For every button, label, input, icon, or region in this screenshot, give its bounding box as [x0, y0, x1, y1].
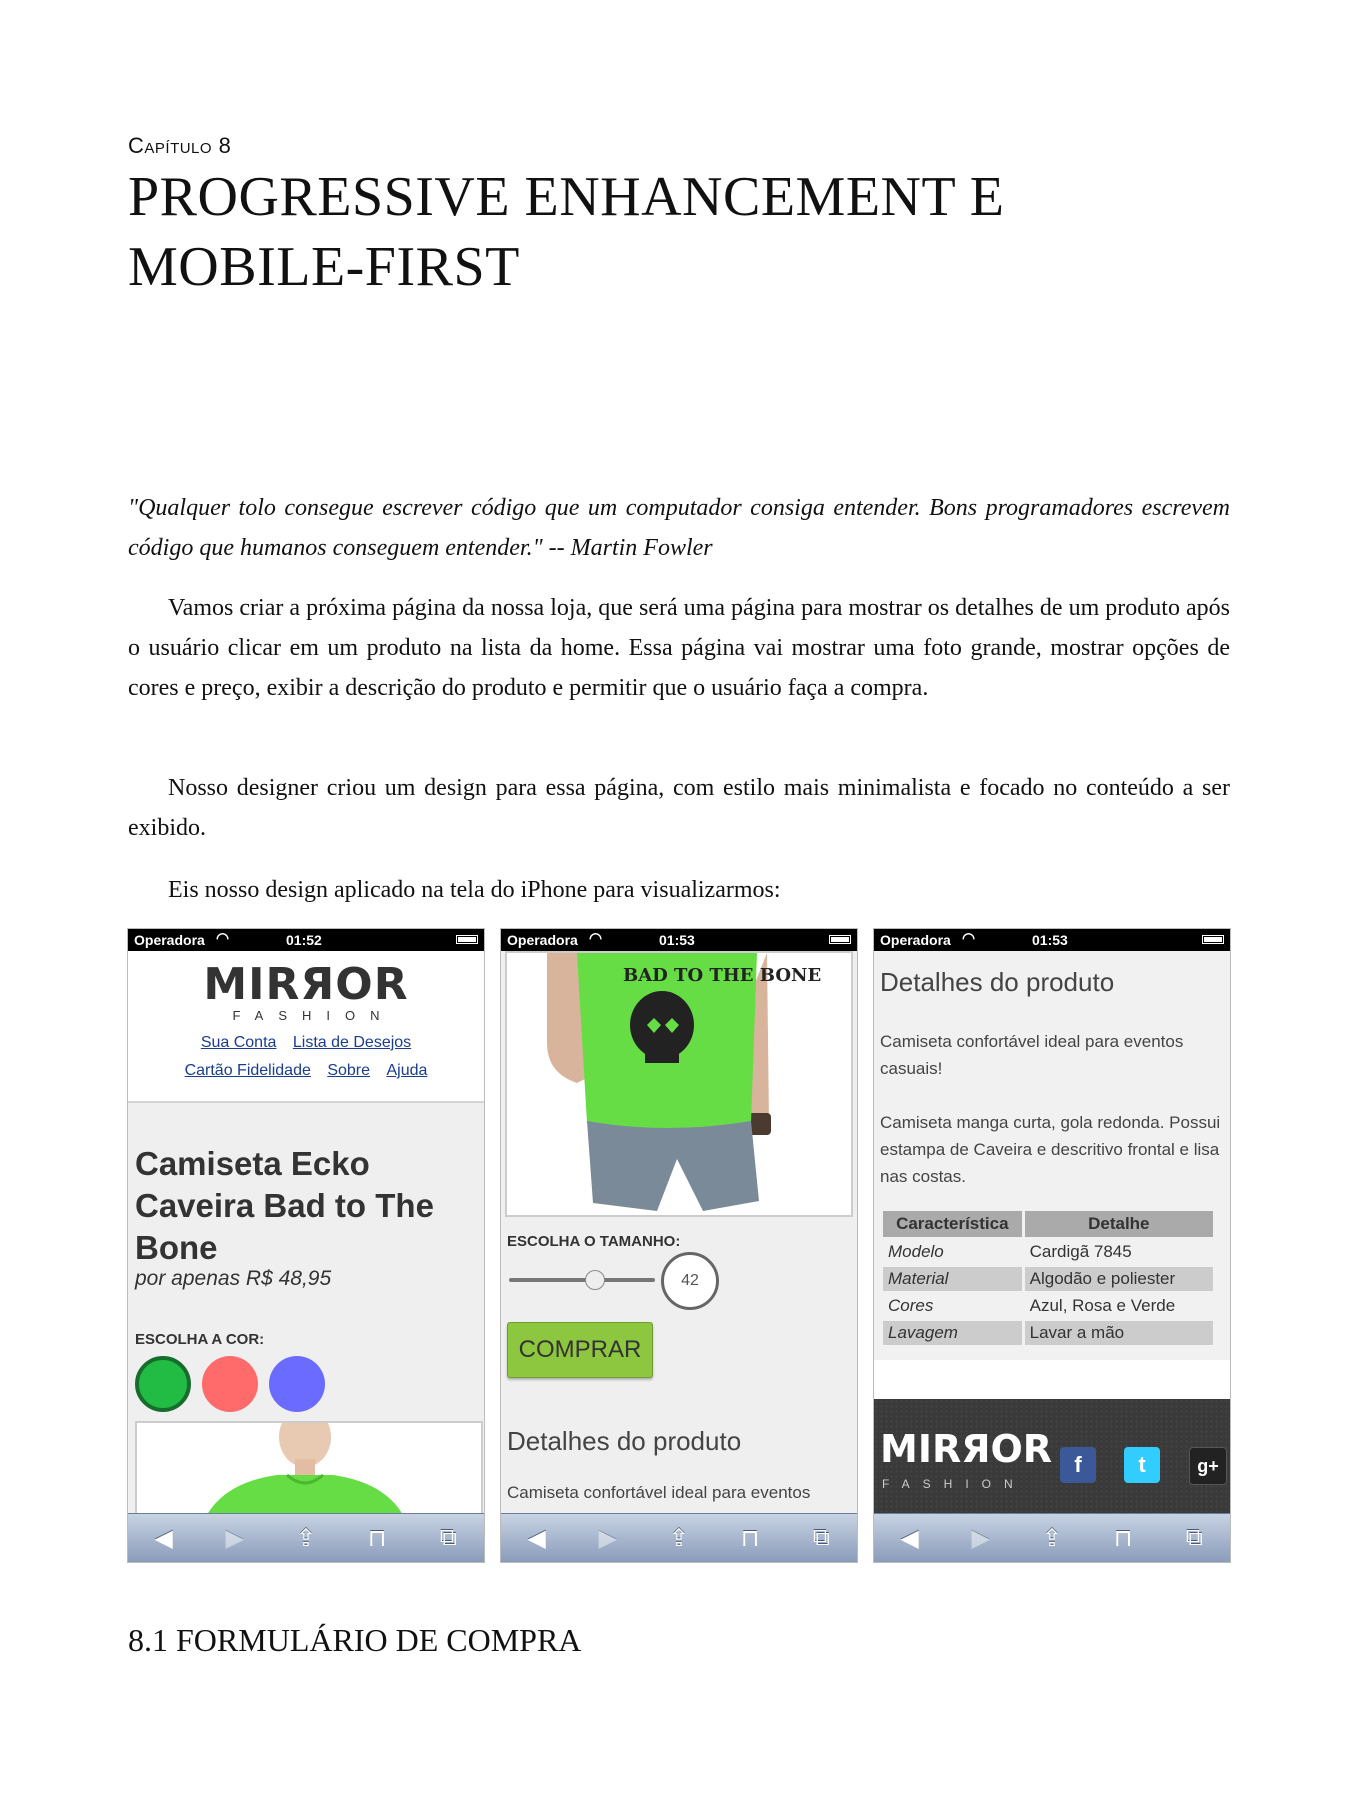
share-icon[interactable]: ⇪ — [668, 1524, 690, 1552]
link-lista-desejos[interactable]: Lista de Desejos — [292, 1034, 412, 1051]
clock: 01:53 — [1032, 932, 1068, 948]
specs-table — [880, 1208, 1216, 1348]
phone-screenshot-details — [873, 928, 1231, 1563]
google-plus-icon[interactable]: g+ — [1189, 1447, 1227, 1485]
status-bar — [874, 929, 1230, 951]
size-slider-track[interactable] — [509, 1278, 655, 1282]
product-title: Camiseta Ecko Caveira Bad to The Bone — [135, 1145, 434, 1266]
product-large-photo — [505, 951, 853, 1217]
tabs-icon[interactable]: ⧉ — [1185, 1524, 1203, 1551]
table-cell-key: Cores — [888, 1296, 934, 1315]
color-swatch-blue[interactable] — [269, 1356, 325, 1412]
clock: 01:52 — [286, 932, 322, 948]
chapter-label: Capítulo 8 — [128, 133, 232, 158]
carrier-label: Operadora — [507, 932, 578, 948]
table-cell-value: Azul, Rosa e Verde — [1029, 1296, 1176, 1315]
table-cell-value: Lavar a mão — [1025, 1321, 1213, 1345]
shirt-print-text: BAD TO THE BONE — [623, 965, 822, 986]
carrier-label: Operadora — [134, 932, 205, 948]
back-icon[interactable]: ◀ — [527, 1524, 546, 1552]
epigraph-quote: "Qualquer tolo consegue escrever código que um computador consiga entender. Bons programadores escrevem código que humanos conseguem entender." -- Martin Fowler — [128, 495, 1230, 561]
back-icon[interactable]: ◀ — [154, 1524, 173, 1552]
mirror-logo: MIRЯOR — [203, 959, 409, 1010]
tabs-icon[interactable]: ⧉ — [439, 1524, 457, 1551]
paragraph-1: Vamos criar a próxima página da nossa loja, que será uma página para mostrar os detalhes de um produto após o usuário clicar em um produto na lista da home. Essa página vai mostrar uma foto grande, mostrar opções de cores e preço, exibir a descrição do produto e permitir que o usuário faça a compra. — [128, 595, 1230, 701]
color-swatch-green[interactable] — [135, 1356, 191, 1412]
status-bar — [501, 929, 857, 951]
section-heading: 8.1 FORMULÁRIO DE COMPRA — [128, 1622, 582, 1658]
table-header: Detalhe — [1025, 1211, 1213, 1237]
product-price: por apenas R$ 48,95 — [135, 1267, 332, 1290]
forward-icon[interactable]: ▶ — [225, 1524, 245, 1552]
battery-icon — [1202, 935, 1224, 944]
tabs-icon[interactable]: ⧉ — [812, 1524, 830, 1551]
share-icon[interactable]: ⇪ — [1041, 1524, 1063, 1552]
chapter-title-line1: PROGRESSIVE ENHANCEMENT E — [128, 166, 1005, 228]
browser-toolbar — [501, 1513, 857, 1562]
carrier-label: Operadora — [880, 932, 951, 948]
paragraph-2: Nosso designer criou um design para essa página, com estilo mais minimalista e focado no conteúdo a ser exibido. — [128, 775, 1230, 841]
details-desc-2: Camiseta manga curta, gola redonda. Possui estampa de Caveira e descritivo frontal e lisa nas costas. — [880, 1113, 1221, 1186]
logo-subtitle: FASHION — [232, 1008, 395, 1023]
details-heading: Detalhes do produto — [507, 1426, 742, 1456]
phone-screenshot-home-product — [127, 928, 485, 1563]
wifi-icon: ◠ — [589, 930, 603, 947]
details-description: Camiseta confortável ideal para eventos — [507, 1483, 811, 1502]
chapter-title-line2: MOBILE-FIRST — [128, 236, 520, 298]
link-sobre[interactable]: Sobre — [327, 1062, 371, 1079]
details-section — [874, 951, 1230, 1360]
link-ajuda[interactable]: Ajuda — [386, 1062, 428, 1079]
details-heading: Detalhes do produto — [880, 967, 1115, 997]
table-header: Característica — [883, 1211, 1022, 1237]
facebook-icon[interactable]: f — [1060, 1447, 1096, 1483]
footer-logo-subtitle: FASHION — [882, 1477, 1026, 1491]
phone-screenshot-size-buy — [500, 928, 858, 1563]
details-desc-1: Camiseta confortável ideal para eventos casuais! — [880, 1032, 1184, 1078]
wifi-icon: ◠ — [216, 930, 230, 947]
color-swatches — [135, 1356, 484, 1412]
table-row — [883, 1240, 1213, 1264]
link-sua-conta[interactable]: Sua Conta — [200, 1034, 277, 1051]
forward-icon[interactable]: ▶ — [971, 1524, 991, 1552]
paragraph-3: Eis nosso design aplicado na tela do iPhone para visualizarmos: — [168, 877, 781, 903]
wifi-icon: ◠ — [962, 930, 976, 947]
table-row — [883, 1321, 1213, 1345]
table-row — [883, 1294, 1213, 1318]
browser-toolbar — [128, 1513, 484, 1562]
table-header-row — [883, 1211, 1213, 1237]
table-cell-key: Modelo — [888, 1242, 944, 1261]
share-icon[interactable]: ⇪ — [295, 1524, 317, 1552]
table-cell-key: Material — [883, 1267, 1022, 1291]
size-label: ESCOLHA O TAMANHO: — [507, 1233, 681, 1250]
clock: 01:53 — [659, 932, 695, 948]
status-bar — [128, 929, 484, 951]
table-cell-value: Algodão e poliester — [1025, 1267, 1213, 1291]
battery-icon — [829, 935, 851, 944]
battery-icon — [456, 935, 478, 944]
bad-to-the-bone-shirt-image — [507, 953, 853, 1215]
bookmarks-icon[interactable]: ⊓ — [1113, 1524, 1133, 1552]
bookmarks-icon[interactable]: ⊓ — [367, 1524, 387, 1552]
back-icon[interactable]: ◀ — [900, 1524, 919, 1552]
color-swatch-red[interactable] — [202, 1356, 258, 1412]
chapter-title — [128, 162, 1004, 302]
table-cell-key: Lavagem — [883, 1321, 1022, 1345]
browser-toolbar — [874, 1513, 1230, 1562]
table-row — [883, 1267, 1213, 1291]
table-cell-value: Cardigã 7845 — [1029, 1242, 1132, 1261]
size-value-output: 42 — [661, 1252, 719, 1310]
size-picker — [501, 1250, 857, 1310]
buy-button[interactable]: COMPRAR — [507, 1322, 653, 1378]
header-nav — [128, 1029, 484, 1085]
forward-icon[interactable]: ▶ — [598, 1524, 618, 1552]
color-label: ESCOLHA A COR: — [135, 1331, 265, 1348]
site-footer — [874, 1399, 1230, 1517]
site-header — [128, 951, 484, 1103]
twitter-icon[interactable]: t — [1124, 1447, 1160, 1483]
link-cartao-fidelidade[interactable]: Cartão Fidelidade — [184, 1062, 311, 1079]
footer-logo: MIRЯOR — [880, 1427, 1053, 1471]
bookmarks-icon[interactable]: ⊓ — [740, 1524, 760, 1552]
size-slider-thumb[interactable] — [585, 1270, 605, 1290]
